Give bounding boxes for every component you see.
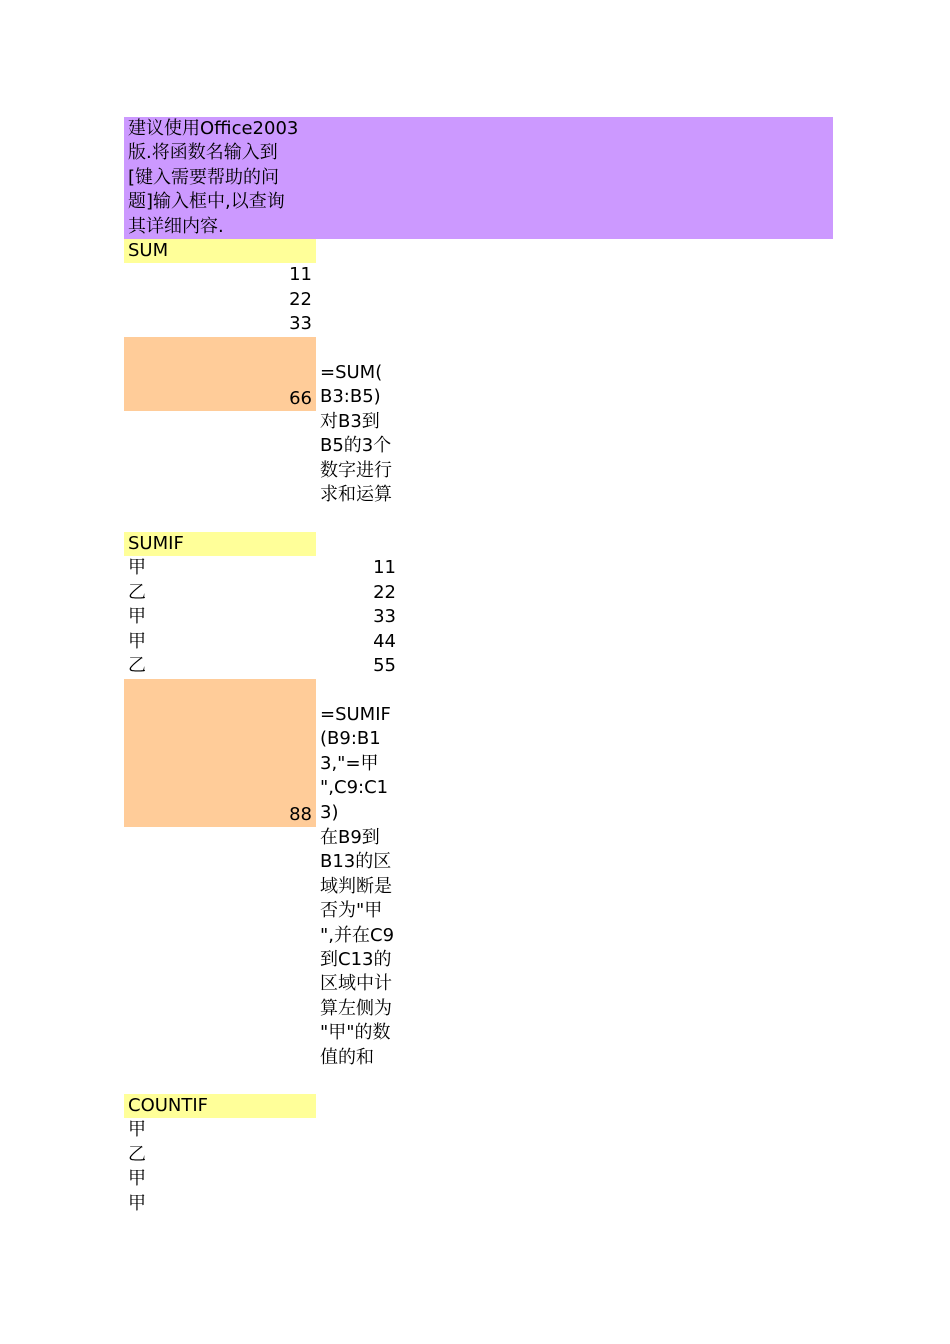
sumif-result-cell[interactable] xyxy=(124,679,316,827)
sumif-label-3[interactable]: 甲 xyxy=(128,606,146,627)
sumif-value-2[interactable]: 22 xyxy=(373,582,396,603)
sum-value-1[interactable]: 11 xyxy=(289,264,312,285)
sumif-value-1[interactable]: 11 xyxy=(373,557,396,578)
countif-title[interactable]: COUNTIF xyxy=(124,1094,316,1118)
sum-result-cell[interactable] xyxy=(124,337,316,411)
sumif-description[interactable]: 在B9到 B13的区 域判断是 否为"甲 ",并在C9 到C13的 区域中计 算左侧为 "甲"的数 值的和 xyxy=(320,827,395,1068)
sumif-result: 88 xyxy=(289,803,312,825)
countif-label-4[interactable]: 甲 xyxy=(128,1193,146,1214)
countif-label-2[interactable]: 乙 xyxy=(128,1144,146,1165)
header-note[interactable]: 建议使用Office2003 版.将函数名输入到 [键入需要帮助的问 题]输入框中,以查询 其详细内容. xyxy=(128,118,299,237)
countif-label-3[interactable]: 甲 xyxy=(128,1168,146,1189)
sumif-formula[interactable]: =SUMIF (B9:B1 3,"=甲 ",C9:C1 3) xyxy=(320,704,391,823)
sumif-title[interactable]: SUMIF xyxy=(124,532,316,556)
sumif-value-4[interactable]: 44 xyxy=(373,631,396,652)
sumif-label-5[interactable]: 乙 xyxy=(128,655,146,676)
sumif-value-3[interactable]: 33 xyxy=(373,606,396,627)
sumif-label-4[interactable]: 甲 xyxy=(128,631,146,652)
sum-value-3[interactable]: 33 xyxy=(289,313,312,334)
countif-label-1[interactable]: 甲 xyxy=(128,1119,146,1140)
sum-title[interactable]: SUM xyxy=(124,239,316,263)
sumif-label-1[interactable]: 甲 xyxy=(128,557,146,578)
sumif-label-2[interactable]: 乙 xyxy=(128,582,146,603)
sum-result: 66 xyxy=(289,387,312,409)
sum-value-2[interactable]: 22 xyxy=(289,289,312,310)
sum-description[interactable]: 对B3到 B5的3个 数字进行 求和运算 xyxy=(320,411,392,506)
sumif-value-5[interactable]: 55 xyxy=(373,655,396,676)
sum-formula[interactable]: =SUM( B3:B5) xyxy=(320,362,383,408)
